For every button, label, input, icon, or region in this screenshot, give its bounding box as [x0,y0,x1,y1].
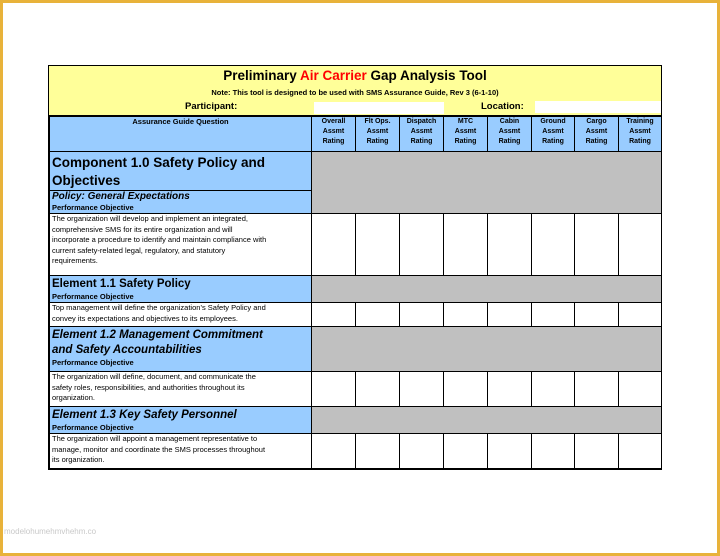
participant-label: Participant: [185,101,238,112]
assessment-table [49,116,662,469]
element-1-3-title: Element 1.3 Key Safety Personnel [52,409,237,421]
element-1-2-gray-band [312,327,662,372]
location-label: Location: [481,101,524,112]
performance-objective-label: Performance Objective [52,203,134,212]
rating-cell-flt-ops[interactable] [356,214,400,276]
component-heading-cell [50,152,312,214]
location-field[interactable] [535,101,661,113]
rating-cell-overall[interactable] [312,214,356,276]
question-column-header: Assurance Guide Question [50,117,312,152]
element-1-1-heading-cell [50,276,312,303]
note-text: Note: This tool is designed to be used with SMS Assurance Guide, Rev 3 (6-1-10) [211,88,499,97]
performance-objective-label: Performance Objective [52,358,134,367]
rating-cell-overall[interactable] [312,303,356,327]
title-part2: Gap Analysis Tool [366,68,487,83]
rating-cell-cabin[interactable] [488,303,532,327]
rating-cell-training[interactable] [619,434,662,469]
gap-analysis-sheet [48,65,662,470]
rating-cell-cabin[interactable] [488,372,532,407]
rating-cell-flt-ops[interactable] [356,303,400,327]
rating-cell-ground[interactable] [532,303,575,327]
rating-cell-flt-ops[interactable] [356,372,400,407]
component-title: Component 1.0 Safety Policy and Objectives [52,155,266,188]
training-rating-header: Training Assmt Rating [619,117,662,152]
title-highlight: Air Carrier [299,68,367,83]
mtc-rating-header: MTC Assmt Rating [444,117,488,152]
element-1-2-title: Element 1.2 Management Commitment and Safety Accountabilities [52,329,263,356]
element-1-1-title: Element 1.1 Safety Policy [52,278,191,290]
element-1-1-gray-band [312,276,662,303]
performance-objective-label: Performance Objective [52,292,134,301]
element-1-3-gray-band [312,407,662,434]
rating-cell-mtc[interactable] [444,372,488,407]
component-objective-row [50,214,662,276]
rating-cell-mtc[interactable] [444,214,488,276]
rating-cell-ground[interactable] [532,214,575,276]
rating-cell-overall[interactable] [312,372,356,407]
cabin-rating-header: Cabin Assmt Rating [488,117,532,152]
element-1-1-heading-row [50,276,662,303]
rating-cell-mtc[interactable] [444,303,488,327]
element-1-2-heading-row [50,327,662,372]
rating-cell-ground[interactable] [532,434,575,469]
rating-cell-dispatch[interactable] [400,434,444,469]
title-part1: Preliminary [223,68,300,83]
element-1-2-objective-text: The organization will define, document, and communicate the safety roles, responsibilities, and authorities throughout its organization. [50,372,312,407]
rating-cell-ground[interactable] [532,372,575,407]
element-1-3-heading-cell [50,407,312,434]
rating-cell-cargo[interactable] [575,372,619,407]
rating-cell-flt-ops[interactable] [356,434,400,469]
element-1-2-objective-row [50,372,662,407]
ground-rating-header: Ground Assmt Rating [532,117,575,152]
rating-cell-dispatch[interactable] [400,303,444,327]
rating-cell-mtc[interactable] [444,434,488,469]
element-1-1-objective-text: Top management will define the organization’s Safety Policy and convey its expectations and objectives to its employees. [50,303,312,327]
rating-cell-cargo[interactable] [575,214,619,276]
rating-cell-cargo[interactable] [575,303,619,327]
element-1-2-heading-cell [50,327,312,372]
title-area [49,66,661,116]
performance-objective-label: Performance Objective [52,423,134,432]
watermark-text: modelohumehmvhehm.co [4,527,97,536]
element-1-3-heading-row [50,407,662,434]
rating-cell-overall[interactable] [312,434,356,469]
dispatch-rating-header: Dispatch Assmt Rating [400,117,444,152]
rating-cell-cabin[interactable] [488,214,532,276]
rating-cell-training[interactable] [619,372,662,407]
rating-cell-cabin[interactable] [488,434,532,469]
component-heading-row [50,152,662,214]
rating-cell-training[interactable] [619,214,662,276]
page-title [49,66,661,86]
flt-ops-rating-header: Flt Ops. Assmt Rating [356,117,400,152]
participant-row [49,100,661,115]
rating-cell-cargo[interactable] [575,434,619,469]
component-gray-band [312,152,662,214]
participant-field[interactable] [313,101,445,115]
rating-cell-training[interactable] [619,303,662,327]
cargo-rating-header: Cargo Assmt Rating [575,117,619,152]
policy-heading: Policy: General Expectations [50,190,311,203]
rating-cell-dispatch[interactable] [400,372,444,407]
rating-cell-dispatch[interactable] [400,214,444,276]
element-1-3-objective-text: The organization will appoint a management representative to manage, monitor and coordinate the SMS processes throughout its organization. [50,434,312,469]
element-1-1-objective-row [50,303,662,327]
column-header-row [50,117,662,152]
overall-rating-header: Overall Assmt Rating [312,117,356,152]
component-objective-text: The organization will develop and implement an integrated, comprehensive SMS for its entire organization and will incorporate a procedure to identify and maintain compliance with current safety-related legal, regulatory, and statutory requirements. [50,214,312,276]
element-1-3-objective-row [50,434,662,469]
